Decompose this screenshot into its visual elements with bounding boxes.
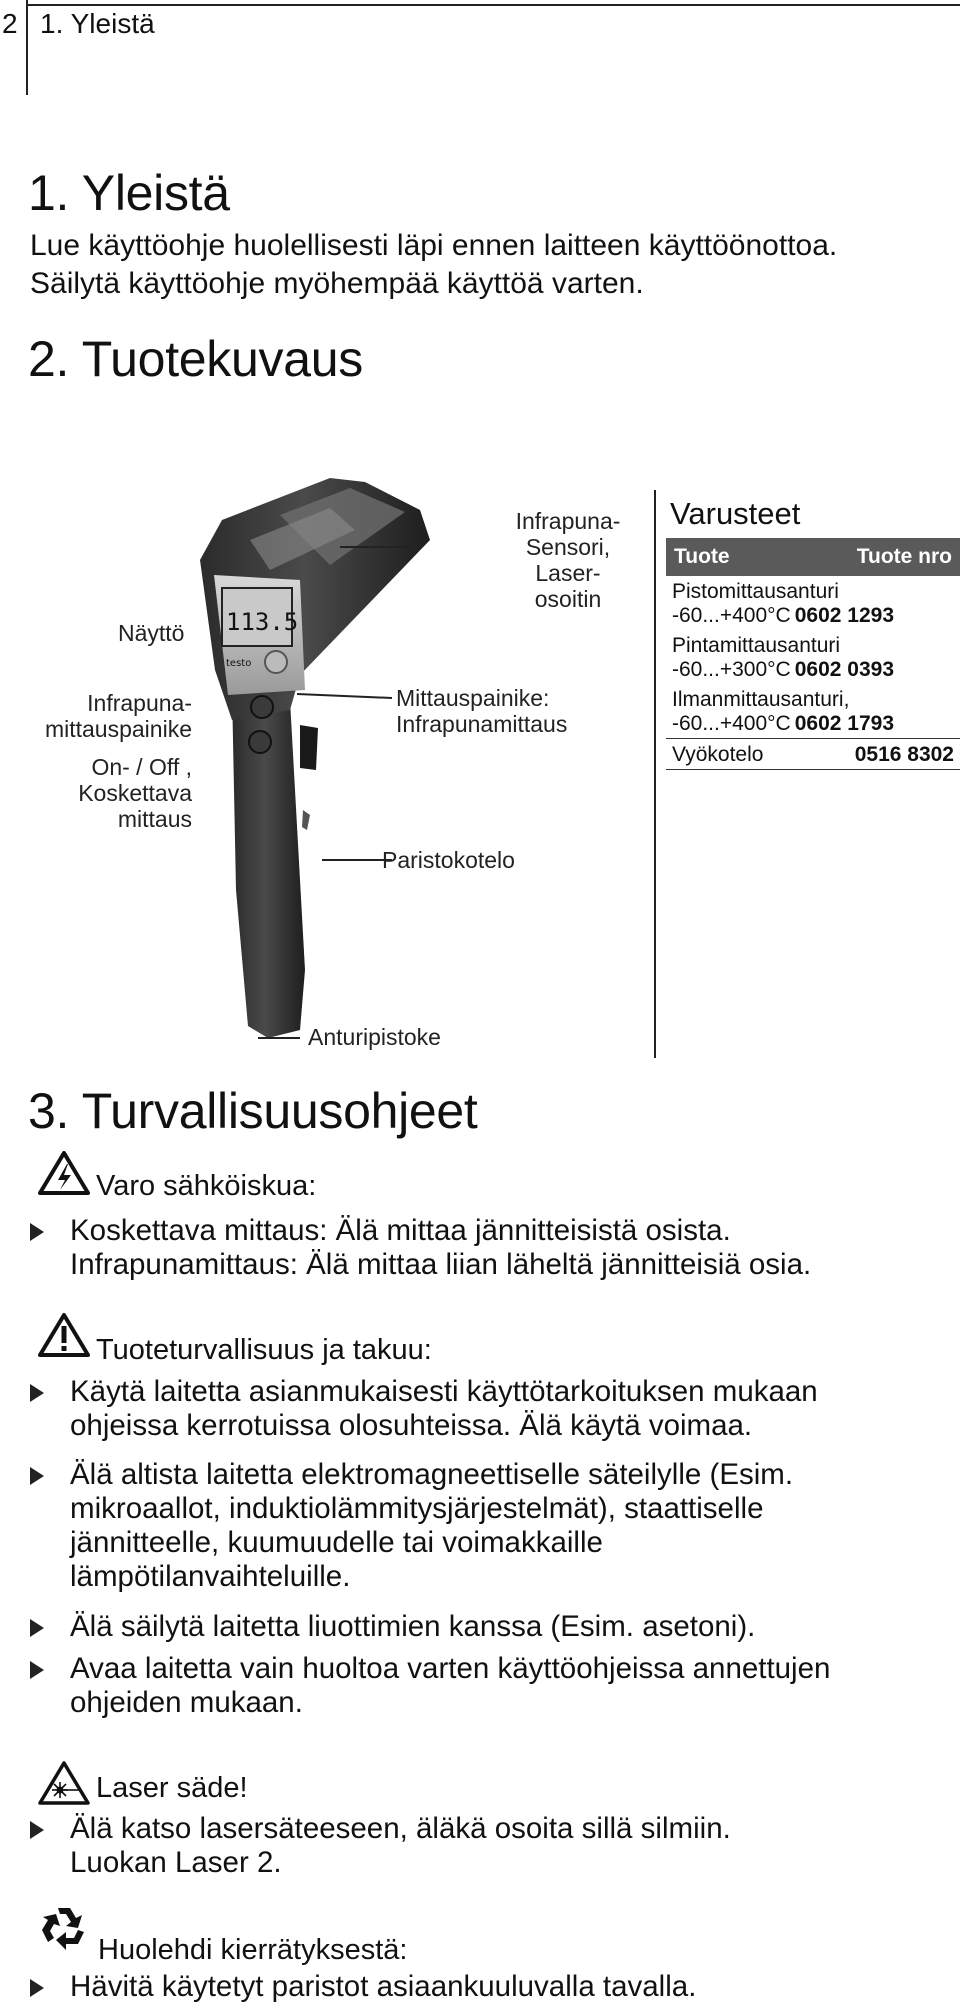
accessories-table <box>666 538 960 770</box>
bullet-arrow-icon <box>30 1979 44 1997</box>
bullet-item <box>30 1812 950 1882</box>
bullet-arrow-icon <box>30 1223 44 1241</box>
accessory-name: Ilmanmittausanturi, <box>672 688 850 711</box>
callout-onoff-line: On- / Off , <box>91 754 192 780</box>
accessories-title: Varusteet <box>670 496 801 531</box>
accessory-code: 0602 1793 <box>794 712 895 735</box>
bullet-line: Luokan Laser 2. <box>70 1846 282 1879</box>
callout-ir-button <box>42 690 192 742</box>
callout-sensor <box>508 508 628 612</box>
bullet-line: lämpötilanvaihteluille. <box>70 1560 351 1593</box>
accessory-range: -60...+400°C <box>672 712 791 735</box>
bullet-item <box>30 1652 950 1722</box>
column-header-product-number: Tuote nro <box>856 545 952 568</box>
accessory-code: 0602 0393 <box>794 658 895 681</box>
accessory-code: 0516 8302 <box>854 743 954 766</box>
accessory-name: Vyökotelo <box>672 743 764 766</box>
callout-ir-button-line: Infrapuna- <box>87 690 192 716</box>
running-title: 1. Yleistä <box>40 8 155 39</box>
callout-measure-button-line: Infrapunamittaus <box>396 711 568 737</box>
electric-shock-warning-icon <box>38 1150 90 1196</box>
general-warning-icon <box>38 1312 90 1358</box>
column-header-product: Tuote <box>674 545 730 568</box>
bullet-item <box>30 1970 950 2006</box>
thermometer-device-image <box>200 478 430 1038</box>
recycling-icon <box>38 1902 90 1954</box>
callout-sensor-line: Sensori, <box>525 534 611 560</box>
bullet-arrow-icon <box>30 1619 44 1637</box>
bullet-arrow-icon <box>30 1467 44 1485</box>
page-number: 2 <box>2 8 18 39</box>
bullet-line: ohjeiden mukaan. <box>70 1686 303 1719</box>
table-row <box>666 576 960 630</box>
bullet-line: Älä altista laitetta elektromagneettiselle säteilylle (Esim. <box>70 1458 794 1491</box>
warning-heading-product-safety: Tuoteturvallisuus ja takuu: <box>96 1334 432 1366</box>
bullet-item <box>30 1610 950 1646</box>
device-brand-label: testo <box>226 658 252 669</box>
table-row <box>666 630 960 684</box>
bullet-line: Älä katso lasersäteeseen, äläkä osoita sillä silmiin. <box>70 1812 731 1845</box>
section-3-title: 3. Turvallisuusohjeet <box>28 1083 478 1139</box>
bullet-line: mikroaallot, induktiolämmitysjärjestelmät), staattiselle <box>70 1492 764 1525</box>
callout-measure-button <box>396 685 567 737</box>
bullet-line: Älä säilytä laitetta liuottimien kanssa (Esim. asetoni). <box>70 1610 756 1643</box>
accessory-range: -60...+400°C <box>672 604 791 627</box>
callout-line-measure-button <box>297 694 392 698</box>
bullet-line: Infrapunamittaus: Älä mittaa liian läheltä jännitteisiä osia. <box>70 1248 812 1281</box>
bullet-line: jännitteelle, kuumuudelle tai voimakkaille <box>70 1526 603 1559</box>
section-1-line-2: Säilytä käyttöohje myöhempää käyttöä varten. <box>30 267 644 300</box>
bullet-line: Hävitä käytetyt paristot asiaankuuluvalla tavalla. <box>70 1970 697 2003</box>
bullet-item <box>30 1375 950 1445</box>
callout-sensor-line: osoitin <box>534 586 602 612</box>
bullet-item <box>30 1214 950 1284</box>
section-2-title: 2. Tuotekuvaus <box>28 331 363 387</box>
callout-ir-button-line: mittauspainike <box>44 716 192 742</box>
warning-heading-laser: Laser säde! <box>96 1772 248 1804</box>
table-row <box>666 684 960 739</box>
callout-onoff-line: Koskettava <box>78 780 192 806</box>
laser-warning-icon <box>38 1760 90 1806</box>
bullet-item <box>30 1458 950 1598</box>
bullet-arrow-icon <box>30 1821 44 1839</box>
accessory-code: 0602 1293 <box>794 604 895 627</box>
accessory-name: Pistomittausanturi <box>672 580 839 603</box>
bullet-line: Käytä laitetta asianmukaisesti käyttötarkoituksen mukaan <box>70 1375 818 1408</box>
section-1-title: 1. Yleistä <box>28 165 230 221</box>
warning-heading-shock: Varo sähköiskua: <box>96 1170 317 1202</box>
callout-display: Näyttö <box>118 620 185 646</box>
callout-measure-button-line: Mittauspainike: <box>396 685 550 711</box>
bullet-arrow-icon <box>30 1661 44 1679</box>
callout-onoff-line: mittaus <box>117 806 192 832</box>
warning-heading-recycling: Huolehdi kierrätyksestä: <box>98 1934 408 1966</box>
callout-probe-socket: Anturipistoke <box>308 1024 441 1050</box>
table-row <box>666 739 960 770</box>
bullet-line: Koskettava mittaus: Älä mittaa jännitteisistä osista. <box>70 1214 731 1247</box>
accessory-name: Pintamittausanturi <box>672 634 841 657</box>
callout-onoff <box>42 754 192 832</box>
callout-sensor-line: Infrapuna- <box>515 508 621 534</box>
bullet-arrow-icon <box>30 1384 44 1402</box>
accessory-range: -60...+300°C <box>672 658 791 681</box>
header-rule <box>26 4 960 6</box>
header-divider <box>26 0 28 95</box>
device-display-reading: 113.5 <box>226 608 299 636</box>
callout-sensor-line: Laser- <box>535 560 601 586</box>
accessories-table-header <box>666 538 960 576</box>
bullet-line: ohjeissa kerrotuissa olosuhteissa. Älä käytä voimaa. <box>70 1409 753 1442</box>
callout-battery: Paristokotelo <box>382 847 515 873</box>
section-1-line-1: Lue käyttöohje huolellisesti läpi ennen laitteen käyttöönottoa. <box>30 229 838 262</box>
bullet-line: Avaa laitetta vain huoltoa varten käyttöohjeissa annettujen <box>70 1652 831 1685</box>
figure-separator <box>654 490 656 1058</box>
